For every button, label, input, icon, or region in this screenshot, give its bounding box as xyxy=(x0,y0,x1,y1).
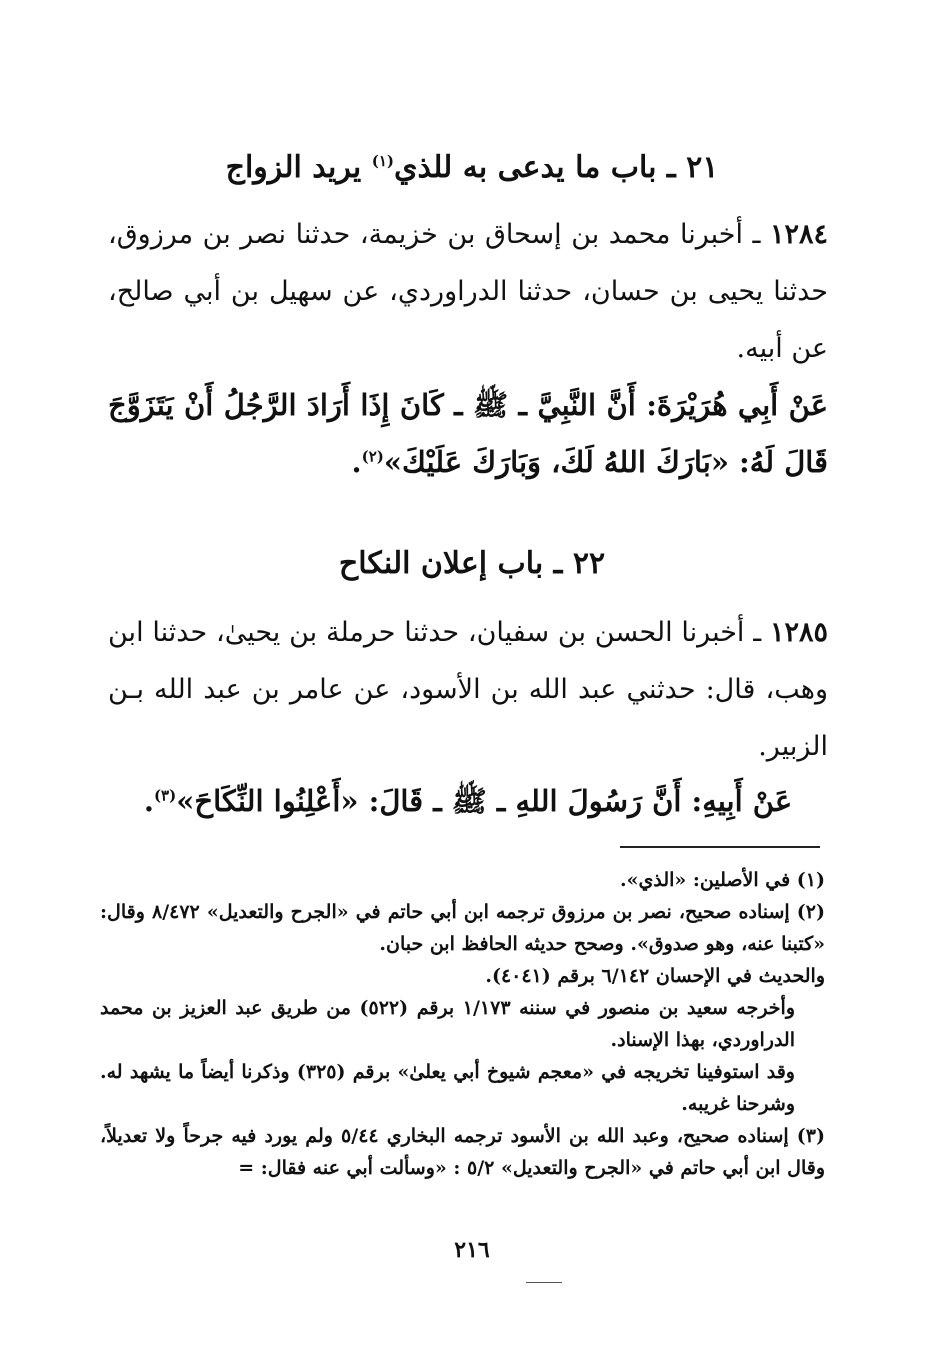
hadith-1284-matn xyxy=(108,377,828,491)
matn-end: . xyxy=(143,784,154,818)
footnote-ref-3[interactable]: (٣) xyxy=(153,786,177,805)
hadith-1285-isnad xyxy=(108,604,828,775)
folio-dash xyxy=(526,1282,562,1283)
hadith-1284-isnad xyxy=(108,206,828,377)
hadith-number-1284: ١٢٨٤ xyxy=(769,219,828,250)
footnote-separator xyxy=(620,846,820,848)
footnote-3: (٣) إسناده صحيح، وعبد الله بن الأسود ترجمه البخاري ٥/٤٤ ولم يورد فيه جرحاً ولا تعديلاً، وقال ابن أبي حاتم في «الجرح والتعديل» ٥/٢ : «وسألت أبي عنه فقال: = xyxy=(100,1125,825,1179)
hadith-number-1285: ١٢٨٥ xyxy=(769,617,828,648)
isnad-text: ـ أخبرنا محمد بن إسحاق بن خزيمة، حدثنا نصر بن مرزوق، حدثنا يحيى بن حسان، حدثنا الدراوردي، عن سهيل بن أبي صالح، عن أبيه. xyxy=(108,219,828,364)
footnote-ref-2[interactable]: (٢) xyxy=(361,447,384,466)
page-number: ٢١٦ xyxy=(454,1237,490,1263)
footnote-2-cont: وأخرجه سعيد بن منصور في سننه ١/١٧٣ برقم (٥٢٢) من طريق عبد العزيز بن محمد الدراوردي، بهذا الإسناد. xyxy=(100,997,796,1051)
footnotes xyxy=(100,864,825,1184)
matn-text: عَنْ أَبِيهِ: أَنَّ رَسُولَ اللهِ ـ ﷺ ـ قَالَ: «أَعْلِنُوا النِّكَاحَ» xyxy=(176,784,793,818)
footnote-ref-1[interactable]: (١) xyxy=(371,152,394,170)
matn-end: . xyxy=(351,445,362,479)
chapter-22-heading: ٢٢ ـ باب إعلان النكاح xyxy=(338,546,606,581)
isnad-text: ـ أخبرنا الحسن بن سفيان، حدثنا حرملة بن يحيىٰ، حدثنا ابن وهب، قال: حدثني عبد الله بن الأسود، عن عامر بن عبد الله بـن الزبير. xyxy=(108,617,828,762)
matn-text: عَنْ أَبِي هُرَيْرَةَ: أَنَّ النَّبِيَّ ـ ﷺ ـ كَانَ إِذَا أَرَادَ الرَّجُلُ أَنْ يَتَزَوَّجَ قَالَ لَهُ: «بَارَكَ اللهُ لَكَ، وَبَارَكَ عَلَيْكَ» xyxy=(108,388,828,479)
footnote-2-cont: وقد استوفينا تخريجه في «معجم شيوخ أبي يعلىٰ» برقم (٣٢٥) وذكرنا أيضاً ما يشهد له. وشرحنا غريبه. xyxy=(100,1061,795,1115)
footnote-2-cont: والحديث في الإحسان ٦/١٤٢ برقم (٤٠٤١). xyxy=(485,965,825,987)
chapter-21-title-end: يريد الزواج xyxy=(225,150,372,185)
chapter-21-heading xyxy=(100,148,844,188)
chapter-21-title: ٢١ ـ باب ما يدعى به للذي xyxy=(394,150,719,185)
hadith-1285-matn xyxy=(108,773,828,830)
footnote-1: (١) في الأصلين: «الذي». xyxy=(620,869,825,891)
footnote-2: (٢) إسناده صحيح، نصر بن مرزوق ترجمه ابن أبي حاتم في «الجرح والتعديل» ٨/٤٧٢ وقال: «كتبنا عنه، وهو صدوق». وصحح حديثه الحافظ ابن حبان. xyxy=(100,901,825,955)
